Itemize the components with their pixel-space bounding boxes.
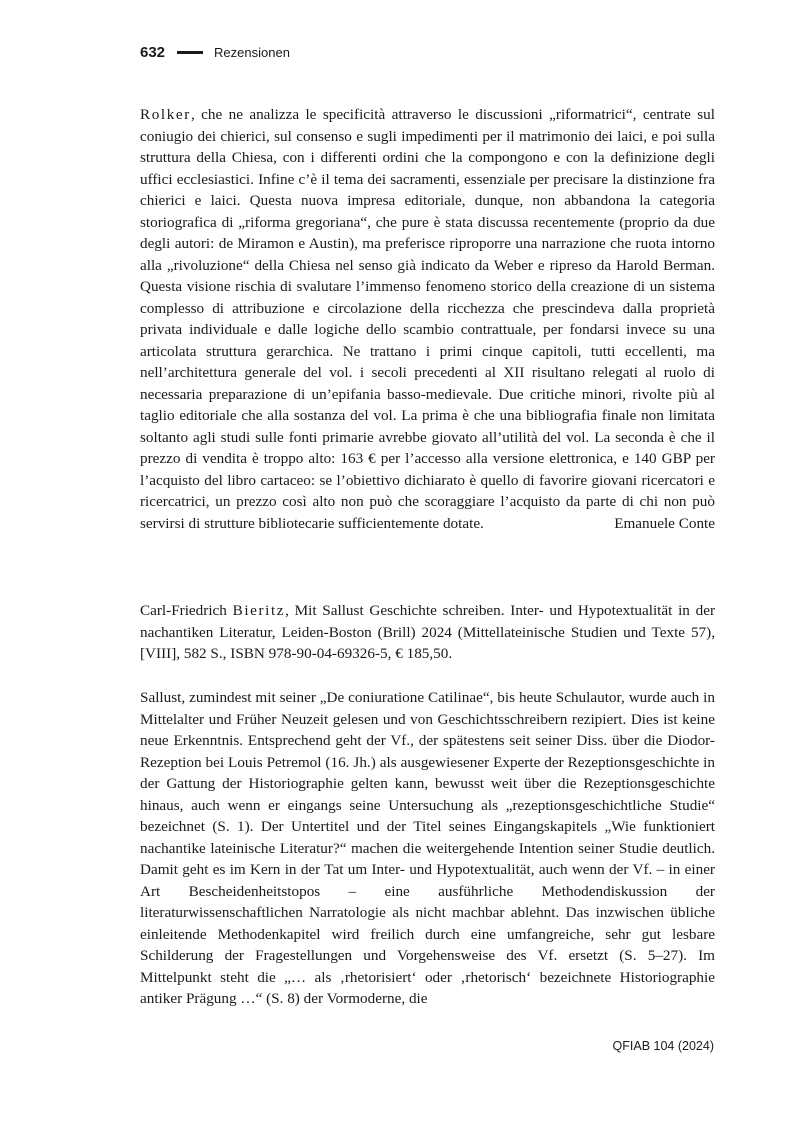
page-number: 632 bbox=[140, 44, 166, 61]
reviewer-signature: Emanuele Conte bbox=[614, 514, 715, 532]
review-citation bbox=[140, 600, 715, 665]
page-header bbox=[140, 44, 290, 61]
cited-author-name: Rolker bbox=[140, 106, 191, 123]
journal-footer: QFIAB 104 (2024) bbox=[612, 1039, 714, 1053]
review-body-paragraph: Sallust, zumindest mit seiner „De coniuratione Catilinae“, bis heute Schulautor, wurde auch in Mittelalter und Früher Neuzeit gelesen und von Geschichtsschreibern rezipiert. Dies ist keine neue Erkenntnis. Entsprechend geht der Vf., der spätestens seit seiner Diss. über die Diodor-Rezeption bei Louis Petremol (16. Jh.) als ausgewiesener Experte der Rezeptionsgeschichte in der Gattung der Historiographie gelten kann, bewusst weit über die Rezeptionsgeschichte hinaus, auch wenn er eingangs seine Untersuchung als „rezeptionsgeschichtliche Studie“ bezeichnet (S. 1). Der Untertitel und der Titel seines Eingangskapitels „Wie funktioniert nachantike lateinische Literatur?“ machen die weitergehende Intention seiner Studie deutlich. Damit geht es im Kern in der Tat um Inter- und Hypotextualität, auch wenn der Vf. – in einer Art Bescheidenheitstopos – eine ausführliche Methodendiskussion der literaturwissenschaftlichen Narratologie als nicht machbar ablehnt. Das inzwischen übliche einleitende Methodenkapitel wird freilich durch eine umfangreiche, sehr gut lesbare Schilderung der Fragestellungen und Vorgehensweise des Vf. ersetzt (S. 5–27). Im Mittelpunkt steht die „… als ‚rhetorisiert‘ oder ‚rhetorisch‘ bezeichnete Historiographie antiker Prägung …“ (S. 8) der Vormoderne, die bbox=[140, 689, 715, 1007]
running-title: Rezensionen bbox=[214, 45, 290, 60]
citation-paragraph bbox=[140, 600, 715, 665]
review-body-text: , che ne analizza le specificità attraverso le discussioni „riformatrici“, centrate sul coniugio dei chierici, sul consenso e sugli impedimenti per il matrimonio dei laici, e poi sulla struttura della Chiesa, con i differenti ordini che la compongono e con la definizione degli uffici ecclesiastici. Infine c’è il tema dei sacramenti, essenziale per precisare la distinzione fra chierici e laici. Questa nuova impresa editoriale, dunque, non abbandona la categoria storiografica di „riforma gregoriana“, che pure è stata discussa recentemente (proprio da due degli autori: de Miramon e Austin), ma preferisce riproporre una narrazione che ruota intorno alla „rivoluzione“ della Chiesa nel senso già indicato da Weber e ripreso da Harold Berman. Questa visione rischia di svalutare l’immenso fenomeno storico della creazione di un sistema complesso di attribuzione e circolazione della ricchezza che prescindeva dalla proprietà privata individuale e dalle logiche dello scambio contrattuale, per fondarsi invece su una articolata struttura gerarchica. Ne trattano i primi cinque capitoli, tutti eccellenti, ma nell’architettura generale del vol. i secoli precedenti al XII risultano relegati al ruolo di necessaria preparazione di un’epifania basso-medievale. Due critiche minori, rivolte più al taglio editoriale che alla sostanza del vol. La prima è che una bibliografia finale non limitata soltanto agli studi sulle fonti primarie avrebbe giovato all’utilità del vol. La seconda è che il prezzo di vendita è troppo alto: 163 € per l’accesso alla versione elettronica, e 140 GBP per l’acquisto del libro cartaceo: se l’obiettivo dichiarato è quello di favorire giovani ricercatori e ricercatrici, un prezzo così alto non può che scoraggiare l’acquisto da parte di chi non può servirsi di strutture bibliotecarie sufficientemente dotate. bbox=[140, 106, 715, 532]
review-body bbox=[140, 687, 715, 1010]
review-continuation bbox=[140, 104, 715, 534]
header-rule bbox=[177, 51, 203, 54]
citation-author-first-name: Carl-Friedrich bbox=[140, 602, 227, 619]
citation-details: , Mit Sallust Geschichte schreiben. Inter- und Hypotextualität in der nachantiken Literatur, Leiden-Boston (Brill) 2024 (Mittellateinische Studien und Texte 57), [VIII], 582 S., ISBN 978-90-04-69326-5, € 185,50. bbox=[140, 602, 716, 662]
citation-author-surname: Bieritz bbox=[232, 602, 286, 619]
review-body-paragraph bbox=[140, 104, 715, 534]
